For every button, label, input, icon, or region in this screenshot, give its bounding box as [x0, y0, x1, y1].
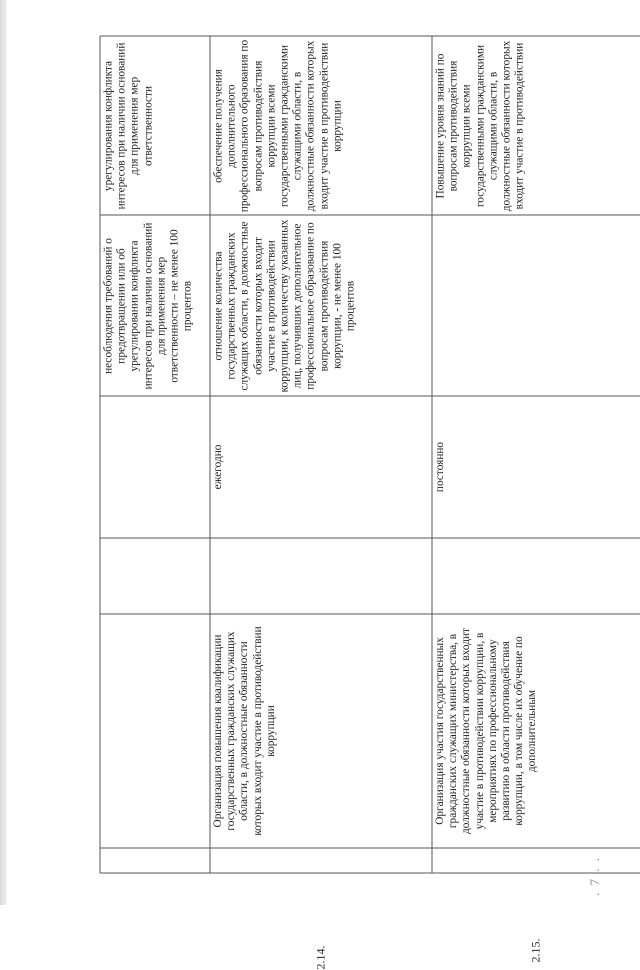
row-1-indicator: отношение количества государственных гражданских служащих области, в должностные обязанности которых входит участие в противодействии коррупции, к количеству указанных лиц, получивших дополнительное профессиональное образование по вопросам противодействия коррупции, - не менее 100 процентов — [212, 219, 357, 392]
row-0-result-cell — [100, 36, 210, 215]
row-1-deadline-cell — [210, 396, 432, 538]
row-0-result: урегулирования конфликта интересов при наличии оснований для применения мер ответственности — [102, 42, 154, 209]
row-0-indicator: несоблюдения требований о предотвращении или об урегулировании конфликта интересов при наличии оснований для применения мер ответственности – не менее 100 процентов — [102, 222, 194, 389]
row-1-deadline: ежегодно — [212, 444, 224, 490]
row-2-num: 2.15. — [528, 938, 543, 963]
page-number: . 7 . . — [587, 856, 602, 896]
row-1-indicator-cell — [210, 215, 432, 396]
row-2-deadline: постоянно — [434, 441, 446, 493]
row-1-num-cell — [210, 848, 432, 970]
row-2-deadline-cell — [432, 396, 640, 538]
row-2-result: Повышение уровня знаний по вопросам противодействия коррупции всеми государственными гражданскими служащими области, в должностные обязанности которых входит участие в противодействии — [434, 40, 526, 211]
row-2-result-cell — [432, 36, 640, 215]
row-1-event-cell — [210, 614, 432, 848]
row-1-result: обеспечение получения дополнительного профессионального образования по вопросам противодействия коррупции всеми государственными гражданскими служащими области, в должностные обязанности которых входит участие в противодействии коррупции — [212, 39, 343, 212]
row-2-event: Организация участия государственных гражданских служащих министерства, в должностные обязанности которых входит участие в противодействии коррупции, в мероприятиях по профессиональному развитию в области противодействия коррупции, в том числе их обучение по дополнительным — [434, 628, 539, 834]
row-1-result-cell — [210, 36, 432, 215]
row-1-num: 2.14. — [313, 945, 328, 970]
row-2-event-cell — [432, 614, 640, 848]
row-0-indicator-cell — [100, 215, 210, 396]
row-1-event: Организация повышения квалификации государственных гражданских служащих области, в должностные обязанности которых входит участие в противодействии коррупции — [212, 626, 277, 836]
